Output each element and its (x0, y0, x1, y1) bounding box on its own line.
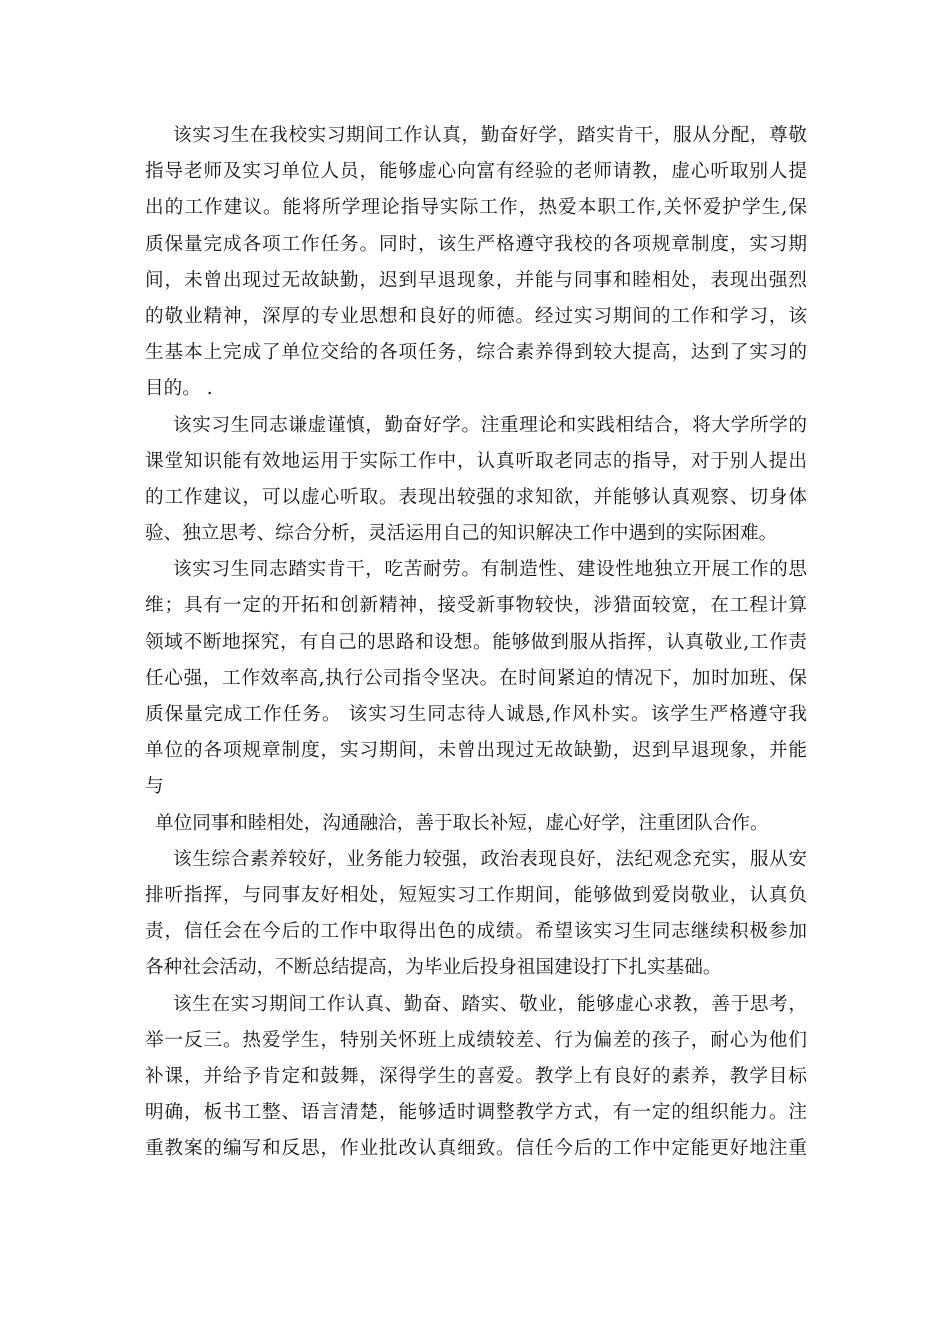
text-line: 的敬业精神，深厚的专业思想和良好的师德。经过实习期间的工作和学习，该 (145, 305, 807, 327)
text-line: 与 (145, 776, 164, 798)
paragraph-5 (145, 842, 807, 987)
text-line: 单位的各项规章制度，实习期间，未曾出现过无故缺勤，迟到早退现象，并能 (145, 740, 807, 762)
paragraph-3 (145, 552, 807, 805)
text-line: 重教案的编写和反思，作业批改认真细致。信任今后的工作中定能更好地注重 (145, 1138, 807, 1160)
text-line: 该生综合素养较好，业务能力较强，政治表现良好，法纪观念充实，服从安 (173, 848, 807, 870)
text-line: 维；具有一定的开拓和创新精神，接受新事物较快，涉猎面较宽，在工程计算 (145, 595, 807, 617)
text-line: 该实习生在我校实习期间工作认真，勤奋好学，踏实肯干，服从分配，尊敬 (173, 125, 807, 146)
paragraph-1 (145, 118, 807, 408)
text-line: 出的工作建议。能将所学理论指导实际工作，热爱本职工作,关怀爱护学生,保 (145, 197, 807, 219)
text-line: 质保量完成各项工作任务。同时，该生严格遵守我校的各项规章制度，实习期 (145, 233, 807, 255)
text-line: 目的。 . (145, 378, 213, 400)
text-line: 责，信任会在今后的工作中取得出色的成绩。希望该实习生同志继续积极参加 (145, 921, 807, 943)
text-line: 单位同事和睦相处，沟通融洽，善于取长补短，虚心好学，注重团队合作。 (155, 812, 769, 834)
text-line: 领域不断地探究，有自己的思路和设想。能够做到服从指挥，认真敬业,工作责 (145, 631, 807, 653)
paragraph-4 (145, 806, 807, 842)
text-line: 排听指挥，与同事友好相处，短短实习工作期间，能够做到爱岗敬业，认真负 (145, 884, 807, 906)
text-line: 间，未曾出现过无故缺勤，迟到早退现象，并能与同事和睦相处，表现出强烈 (145, 269, 807, 291)
text-line: 该生在实习期间工作认真、勤奋、踏实、敬业，能够虚心求教，善于思考， (173, 993, 807, 1015)
document-body (145, 118, 807, 1167)
text-line: 任心强，工作效率高,执行公司指令坚决。在时间紧迫的情况下，加时加班、保 (145, 667, 807, 689)
text-line: 质保量完成工作任务。 该实习生同志待人诚恳,作风朴实。该学生严格遵守我 (145, 704, 807, 725)
text-line: 该实习生同志谦虚谨慎，勤奋好学。注重理论和实践相结合，将大学所学的 (173, 414, 807, 436)
paragraph-6 (145, 987, 807, 1168)
text-line: 各种社会活动，不断总结提高，为毕业后投身祖国建设打下扎实基础。 (145, 957, 722, 979)
text-line: 验、独立思考、综合分析，灵活运用自己的知识解决工作中遇到的实际困难。 (145, 523, 778, 545)
text-line: 该实习生同志踏实肯干，吃苦耐劳。有制造性、建设性地独立开展工作的思 (173, 559, 807, 581)
paragraph-2 (145, 408, 807, 553)
text-line: 生基本上完成了单位交给的各项任务，综合素养得到较大提高，达到了实习的 (145, 342, 807, 364)
text-line: 举一反三。热爱学生，特别关怀班上成绩较差、行为偏差的孩子，耐心为他们 (145, 1029, 807, 1051)
text-line: 的工作建议，可以虚心听取。表现出较强的求知欲，并能够认真观察、切身体 (145, 486, 807, 508)
text-line: 指导老师及实习单位人员，能够虚心向富有经验的老师请教，虚心听取别人提 (145, 161, 807, 183)
text-line: 明确，板书工整、语言清楚，能够适时调整教学方式，有一定的组织能力。注 (145, 1102, 807, 1124)
text-line: 补课，并给予肯定和鼓舞，深得学生的喜爱。教学上有良好的素养，教学目标 (145, 1065, 807, 1087)
text-line: 课堂知识能有效地运用于实际工作中，认真听取老同志的指导，对于别人提出 (145, 450, 807, 472)
